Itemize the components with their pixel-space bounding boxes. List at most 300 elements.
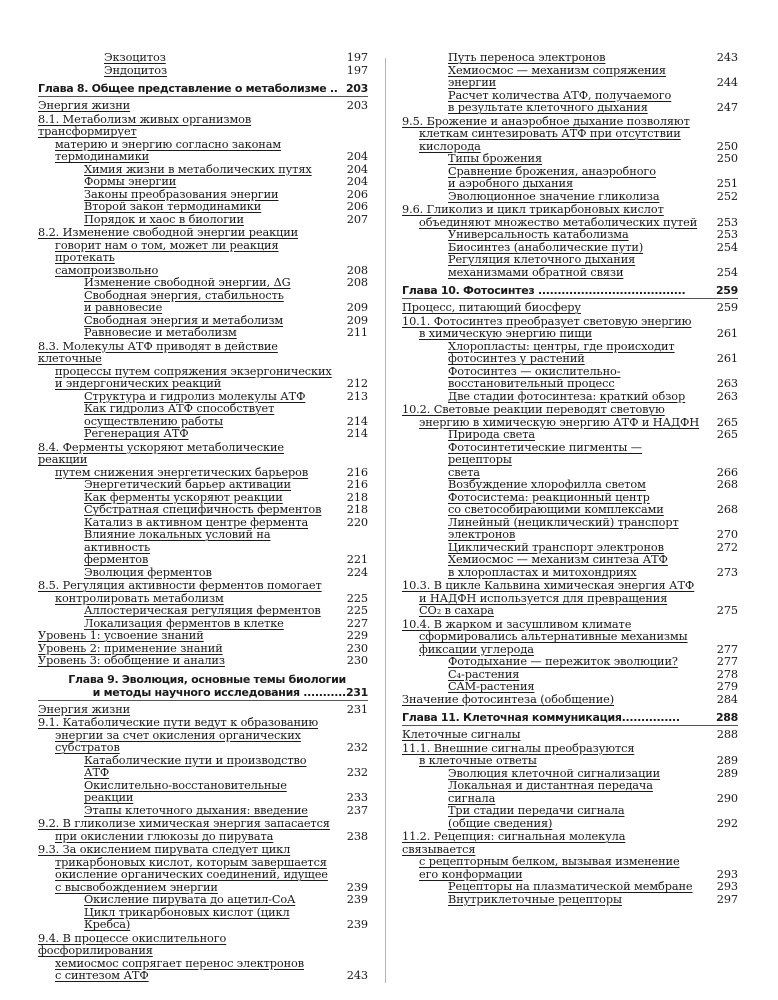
toc-section-line: [38, 151, 368, 164]
entry-page-number: 254: [716, 265, 738, 279]
chapter-title: Глава 11. Клеточная коммуникация...............: [402, 711, 680, 724]
section-title-text: трикарбоновых кислот, которым завершается: [55, 855, 327, 869]
toc-entry-line: [38, 529, 368, 554]
toc-entry-line: [38, 302, 368, 315]
entry-title-text: Второй закон термодинамики: [84, 200, 262, 213]
toc-entry: [402, 894, 738, 907]
toc-section-line: [38, 742, 368, 755]
section-title-text: хемиосмос сопрягает перенос электронов: [55, 956, 305, 970]
entry-title-text: Катаболические пути и производство АТФ: [84, 753, 307, 779]
toc-section-line: [38, 717, 368, 730]
toc-entry: [402, 90, 738, 115]
entry-page-number: 243: [716, 51, 738, 64]
toc-entry-line: [402, 353, 738, 366]
entry-title-text: фотосинтез у растений: [448, 352, 585, 365]
section-page-number: 293: [716, 867, 738, 881]
section-title-text: 8.5. Регуляция активности ферментов помогает: [38, 579, 322, 592]
entry-title-text: восстановительный процесс: [448, 377, 615, 390]
section-page-number: 208: [346, 263, 368, 277]
section-page-number: 232: [346, 741, 368, 754]
section-title-text: и НАДФН используется для превращения: [419, 591, 668, 605]
toc-entry: [402, 65, 738, 90]
entry-title-text: Хлоропласты: центры, где происходит: [448, 339, 675, 353]
entry-title-text: Значение фотосинтеза (обобщение): [402, 692, 615, 706]
toc-entry: [402, 517, 738, 542]
section-page-number: 225: [346, 591, 368, 605]
chapter-page-number: 231: [345, 685, 368, 699]
section-title-text: говорит нам о том, может ли реакция протекать: [55, 238, 279, 264]
toc-section-line: [402, 328, 738, 341]
entry-title-text: осуществлению работы: [84, 414, 224, 428]
toc-entry: [402, 153, 738, 166]
entry-page-number: 218: [346, 503, 368, 516]
section-title-text: энергии за счет окисления органических: [55, 728, 301, 742]
entry-page-number: 266: [716, 465, 738, 479]
entry-page-number: 233: [346, 791, 368, 804]
chapter-title: Глава 8. Общее представление о метаболизме ..: [38, 82, 338, 95]
entry-title-text: Катализ в активном центре фермента: [84, 515, 309, 529]
toc-entry: [402, 166, 738, 191]
toc-entry: [38, 504, 368, 517]
entry-title-text: Уровень 3: обобщение и анализ: [38, 654, 225, 667]
entry-page-number: 220: [346, 515, 368, 529]
entry-title-text: Уровень 2: применение знаний: [38, 641, 223, 655]
entry-title-text: Экзоцитоз: [104, 51, 166, 64]
entry-title-text: Энергия жизни: [38, 702, 131, 716]
entry-page-number: 204: [346, 162, 368, 176]
toc-entry: [402, 442, 738, 480]
entry-page-number: 206: [346, 187, 368, 201]
entry-title-text: Цикл трикарбоновых кислот (цикл Кребса): [84, 905, 290, 931]
entry-page-number: 263: [716, 389, 738, 403]
entry-title-text: Две стадии фотосинтеза: краткий обзор: [448, 389, 686, 403]
entry-page-number: 263: [716, 377, 738, 390]
entry-title-text: Внутриклеточные рецепторы: [448, 892, 622, 906]
toc-section: [402, 743, 738, 768]
section-title-text: 8.2. Изменение свободной энергии реакции: [38, 226, 299, 239]
entry-title-text: Эндоцитоз: [104, 63, 168, 77]
toc-section-line: [38, 114, 368, 139]
toc-section-line: [38, 831, 368, 844]
section-title-text: с высвобождением энергии: [55, 880, 218, 894]
entry-page-number: 231: [346, 702, 368, 716]
toc-section: [38, 717, 368, 755]
entry-title-text: Окисление пирувата до ацетил-CoA: [84, 893, 296, 906]
toc-section-line: [402, 605, 738, 618]
entry-title-text: Расчет количества АТФ, получаемого: [448, 88, 672, 102]
toc-top-entry: [38, 630, 368, 643]
entry-title-text: Свободная энергия и метаболизм: [84, 313, 284, 327]
section-title-text: 10.2. Световые реакции переводят световую: [402, 403, 665, 416]
section-title-text: 9.4. В процессе окислительного фосфорилирования: [38, 931, 227, 957]
toc-top-entry: [38, 100, 368, 113]
section-title-text: в химическую энергию пищи: [419, 327, 593, 340]
entry-title-text: ферментов: [84, 553, 149, 566]
entry-title-text: Типы брожения: [448, 152, 542, 165]
toc-entry: [402, 191, 738, 204]
entry-page-number: 272: [716, 540, 738, 554]
entry-title-text: Линейный (нециклический) транспорт: [448, 515, 679, 529]
entry-page-number: 224: [346, 565, 368, 579]
toc-section-line: [38, 227, 368, 240]
toc-section: [402, 404, 738, 429]
entry-title-text: Регенерация АТФ: [84, 427, 189, 440]
toc-section-line: [402, 404, 738, 417]
toc-section: [38, 844, 368, 894]
toc-section: [38, 933, 368, 983]
entry-title-text: Изменение свободной энергии, ΔG: [84, 276, 291, 289]
entry-title-text: Универсальность катаболизма: [448, 228, 629, 241]
toc-section-line: [38, 378, 368, 391]
toc-section-line: [402, 755, 738, 768]
toc-entry-line: [402, 267, 738, 280]
entry-title-text: Формы энергии: [84, 175, 177, 188]
entry-page-number: 247: [716, 101, 738, 114]
entry-title-text: в хлоропластах и митохондриях: [448, 565, 637, 579]
toc-entry: [38, 605, 368, 618]
section-page-number: 243: [346, 969, 368, 982]
entry-page-number: 239: [346, 918, 368, 931]
entry-page-number: 214: [346, 427, 368, 440]
toc-section-line: [402, 631, 738, 644]
toc-section-line: [38, 442, 368, 467]
toc-entry-line: [402, 178, 738, 191]
entry-page-number: 229: [346, 629, 368, 642]
section-title-text: кислорода: [419, 139, 481, 153]
entry-title-text: и равновесие: [84, 301, 163, 314]
entry-title-text: Уровень 1: усвоение знаний: [38, 629, 204, 642]
entry-title-text: Локальная и дистантная передача сигнала: [448, 779, 653, 805]
entry-title-text: Возбуждение хлорофилла светом: [448, 478, 646, 491]
section-title-text: 9.6. Гликолиз и цикл трикарбоновых кислот: [402, 203, 664, 216]
entry-page-number: 251: [716, 177, 738, 190]
entry-page-number: 297: [716, 892, 738, 906]
entry-page-number: 225: [346, 604, 368, 617]
entry-title-text: Фотосинтетические пигменты — рецепторы: [448, 440, 642, 466]
column-divider: [385, 58, 386, 983]
section-page-number: 275: [716, 604, 738, 617]
toc-section: [402, 580, 738, 618]
section-title-text: в клеточные ответы: [419, 754, 537, 767]
toc-section-line: [38, 580, 368, 593]
entry-title-text: Сравнение брожения, анаэробного: [448, 164, 656, 178]
section-title-text: 8.3. Молекулы АТФ приводят в действие клеточные: [38, 339, 278, 365]
entry-title-text: Биосинтез (анаболические пути): [448, 240, 644, 254]
entry-page-number: 232: [346, 766, 368, 779]
entry-title-text: Субстратная специфичность ферментов: [84, 503, 322, 516]
toc-entry: [402, 52, 738, 65]
toc-entry: [402, 341, 738, 366]
section-title-text: 8.1. Метаболизм живых организмов трансформирует: [38, 112, 252, 138]
section-title-text: клеткам синтезировать АТФ при отсутствии: [419, 127, 681, 140]
entry-title-text: Фотодыхание — пережиток эволюции?: [448, 655, 678, 668]
toc-section-line: [402, 580, 738, 593]
entry-title-text: в результате клеточного дыхания: [448, 101, 648, 114]
entry-page-number: 284: [716, 692, 738, 706]
toc-entry: [38, 65, 368, 78]
entry-page-number: 288: [716, 728, 738, 741]
entry-page-number: 218: [346, 490, 368, 504]
entry-title-text: Эволюция ферментов: [84, 565, 212, 579]
section-page-number: 289: [716, 754, 738, 767]
chapter-heading: [38, 673, 368, 701]
toc-entry-line: [402, 254, 738, 267]
toc-entry: [402, 479, 738, 492]
entry-title-text: Как ферменты ускоряют реакции: [84, 490, 283, 504]
toc-section: [38, 442, 368, 480]
entry-title-text: Энергетический барьер активации: [84, 478, 291, 491]
entry-title-text: C₄-растения: [448, 667, 520, 681]
toc-entry-line: [402, 567, 738, 580]
entry-page-number: 265: [716, 428, 738, 441]
entry-title-text: Аллостерическая регуляция ферментов: [84, 604, 321, 617]
entry-page-number: 227: [346, 616, 368, 630]
entry-title-text: Хемиосмос — механизм синтеза АТФ: [448, 553, 668, 566]
toc-section: [38, 341, 368, 391]
toc-section: [38, 227, 368, 277]
toc-top-entry: [402, 302, 738, 315]
entry-page-number: 230: [346, 654, 368, 667]
entry-page-number: 273: [716, 565, 738, 579]
toc-entry: [38, 755, 368, 780]
entry-page-number: 214: [346, 414, 368, 428]
entry-title-text: Фотосистема: реакционный центр: [448, 490, 650, 504]
entry-title-text: со светособирающими комплексами: [448, 503, 664, 516]
toc-entry: [402, 681, 738, 694]
toc-entry-line: [402, 554, 738, 567]
entry-title-text: Клеточные сигналы: [402, 728, 521, 741]
section-title-text: окисление органических соединений, идущее: [55, 868, 328, 881]
toc-entry-line: [402, 818, 738, 831]
entry-title-text: Энергия жизни: [38, 99, 131, 112]
entry-page-number: 293: [716, 880, 738, 893]
entry-title-text: Эволюция клеточной сигнализации: [448, 766, 661, 780]
toc-section: [38, 580, 368, 605]
toc-entry: [402, 805, 738, 830]
section-title-text: самопроизвольно: [55, 263, 159, 277]
entry-page-number: 244: [716, 76, 738, 89]
section-title-text: сформировались альтернативные механизмы: [419, 630, 688, 643]
chapter-heading: [402, 284, 738, 299]
entry-title-text: Хемиосмос — механизм сопряжения энергии: [448, 63, 666, 89]
entry-page-number: 237: [346, 803, 368, 817]
entry-page-number: 221: [346, 553, 368, 566]
section-page-number: 250: [716, 139, 738, 153]
chapter-heading: [38, 82, 368, 97]
entry-page-number: 204: [346, 175, 368, 188]
toc-entry: [38, 403, 368, 428]
section-title-text: 11.2. Рецепция: сигнальная молекула связывается: [402, 830, 626, 856]
toc-entry: [38, 894, 368, 907]
toc-entry: [402, 229, 738, 242]
entry-page-number: 261: [716, 352, 738, 365]
section-title-text: материю и энергию согласно законам: [55, 137, 282, 151]
chapter-page-number: 259: [715, 284, 738, 297]
section-title-text: 9.2. В гликолизе химическая энергия запасается: [38, 817, 330, 830]
entry-page-number: 270: [716, 528, 738, 541]
entry-title-text: Влияние локальных условий на активность: [84, 528, 271, 554]
entry-title-text: Фотосинтез — окислительно-: [448, 364, 621, 378]
entry-title-text: (общие сведения): [448, 816, 553, 830]
chapter-title: [38, 673, 346, 699]
chapter-page-number: 203: [345, 82, 368, 95]
toc-section-line: [38, 844, 368, 857]
toc-entry-line: [402, 504, 738, 517]
toc-entry: [402, 492, 738, 517]
chapter-page-number: 288: [715, 711, 738, 724]
section-title-text: 9.3. За окислением пирувата следует цикл: [38, 843, 291, 856]
entry-page-number: 197: [346, 51, 368, 64]
section-title-text: CO₂ в сахара: [419, 604, 494, 617]
section-title-text: при окислении глюкозы до пирувата: [55, 829, 274, 843]
toc-top-entry: [402, 694, 738, 707]
chapter-title: Глава 10. Фотосинтез ......................................: [402, 284, 686, 297]
entry-page-number: 289: [716, 766, 738, 780]
entry-page-number: 250: [716, 152, 738, 165]
section-title-text: энергию в химическую энергию АТФ и НАДФН: [419, 415, 700, 429]
toc-section-line: [402, 128, 738, 141]
section-page-number: 216: [346, 465, 368, 479]
section-title-text: 10.4. В жарком и засушливом климате: [402, 617, 632, 631]
entry-title-text: Равновесие и метаболизм: [84, 326, 237, 339]
toc-section-line: [38, 933, 368, 958]
toc-right-column: [402, 52, 738, 906]
toc-section: [402, 116, 738, 154]
toc-entry: [38, 479, 368, 492]
toc-section: [402, 831, 738, 881]
entry-title-text: CAM-растения: [448, 680, 535, 693]
entry-page-number: 290: [716, 791, 738, 805]
section-page-number: 261: [716, 327, 738, 340]
toc-section-line: [38, 240, 368, 265]
toc-entry-line: [38, 403, 368, 416]
entry-page-number: 207: [346, 212, 368, 226]
toc-entry-line: [402, 805, 738, 818]
section-title-text: 11.1. Внешние сигналы преобразуются: [402, 741, 635, 755]
section-title-text: фиксации углерода: [419, 642, 534, 656]
toc-section: [402, 204, 738, 229]
toc-entry: [38, 907, 368, 932]
entry-page-number: 197: [346, 63, 368, 77]
toc-entry: [38, 52, 368, 65]
section-page-number: 212: [346, 377, 368, 390]
section-title-text: 10.1. Фотосинтез преобразует световую энергию: [402, 314, 692, 328]
entry-page-number: 254: [716, 240, 738, 254]
entry-title-text: Путь переноса электронов: [448, 51, 606, 64]
toc-section: [38, 818, 368, 843]
entry-page-number: 230: [346, 641, 368, 655]
toc-entry-line: [402, 529, 738, 542]
toc-entry: [38, 780, 368, 805]
toc-entry: [38, 277, 368, 290]
entry-page-number: 278: [716, 667, 738, 681]
section-title-text: объединяют множество метаболических путей: [419, 215, 698, 229]
toc-top-entry: [38, 704, 368, 717]
toc-section-line: [402, 856, 738, 869]
section-title-text: 10.3. В цикле Кальвина химическая энергия АТФ: [402, 579, 695, 592]
section-page-number: 265: [716, 415, 738, 429]
entry-title-text: Химия жизни в метаболических путях: [84, 162, 312, 176]
section-title-text: термодинамики: [55, 150, 150, 163]
entry-title-text: Процесс, питающий биосферу: [402, 301, 581, 314]
section-title-text: 8.4. Ферменты ускоряют метаболические реакции: [38, 440, 284, 466]
entry-title-text: Регуляция клеточного дыхания: [448, 253, 636, 266]
section-title-text: с рецепторным белком, вызывая изменение: [419, 855, 680, 868]
entry-page-number: 253: [716, 228, 738, 241]
toc-section-line: [38, 869, 368, 882]
section-page-number: 239: [346, 880, 368, 894]
section-title-text: контролировать метаболизм: [55, 591, 224, 605]
entry-page-number: 268: [716, 478, 738, 491]
entry-page-number: 279: [716, 680, 738, 693]
toc-section-line: [38, 818, 368, 831]
toc-entry: [38, 567, 368, 580]
chapter-title-line: Глава 9. Эволюция, основные темы биологии: [68, 672, 346, 686]
toc-entry: [402, 254, 738, 279]
toc-entry: [38, 201, 368, 214]
toc-entry-line: [402, 442, 738, 467]
section-page-number: 204: [346, 150, 368, 163]
entry-title-text: Циклический транспорт электронов: [448, 540, 664, 554]
entry-page-number: 206: [346, 200, 368, 213]
section-title-text: субстратов: [55, 741, 120, 754]
toc-entry-line: [402, 102, 738, 115]
toc-entry: [38, 214, 368, 227]
entry-page-number: 259: [716, 301, 738, 314]
toc-entry: [402, 429, 738, 442]
entry-page-number: 292: [716, 816, 738, 830]
section-title-text: 9.1. Катаболические пути ведут к образованию: [38, 716, 319, 729]
toc-section: [402, 316, 738, 341]
entry-title-text: Локализация ферментов в клетке: [84, 616, 284, 630]
entry-title-text: Как гидролиз АТФ способствует: [84, 402, 275, 415]
entry-title-text: Окислительно-восстановительные реакции: [84, 778, 287, 804]
section-title-text: путем снижения энергетических барьеров: [55, 465, 309, 479]
toc-entry: [38, 327, 368, 340]
toc-entry: [402, 554, 738, 579]
entry-page-number: 216: [346, 478, 368, 491]
toc-top-entry: [38, 655, 368, 668]
section-page-number: 238: [346, 829, 368, 843]
toc-entry: [38, 290, 368, 315]
chapter-heading: [402, 711, 738, 726]
entry-page-number: 239: [346, 893, 368, 906]
chapter-title-line: и методы научного исследования ...........: [92, 685, 346, 699]
section-title-text: с синтезом АТФ: [55, 969, 149, 982]
entry-page-number: 211: [346, 326, 368, 339]
toc-entry-line: [38, 554, 368, 567]
section-title-text: 9.5. Брожение и анаэробное дыхание позволяют: [402, 114, 690, 128]
toc-section: [38, 114, 368, 164]
entry-page-number: 268: [716, 503, 738, 516]
entry-title-text: Порядок и хаос в биологии: [84, 212, 244, 226]
entry-page-number: 252: [716, 189, 738, 203]
entry-title-text: и аэробного дыхания: [448, 177, 573, 190]
entry-title-text: Этапы клеточного дыхания: введение: [84, 803, 308, 817]
entry-title-text: электронов: [448, 528, 516, 541]
toc-entry-line: [402, 378, 738, 391]
toc-entry: [38, 529, 368, 567]
section-title-text: его конформации: [419, 867, 523, 881]
toc-section-line: [402, 831, 738, 856]
entry-title-text: Законы преобразования энергии: [84, 187, 279, 201]
entry-title-text: механизмами обратной связи: [448, 265, 624, 279]
section-title-text: процессы путем сопряжения экзергонических: [55, 364, 332, 378]
toc-entry: [402, 391, 738, 404]
entry-title-text: Эволюционное значение гликолиза: [448, 189, 660, 203]
toc-entry: [402, 656, 738, 669]
entry-title-text: Свободная энергия, стабильность: [84, 288, 284, 302]
